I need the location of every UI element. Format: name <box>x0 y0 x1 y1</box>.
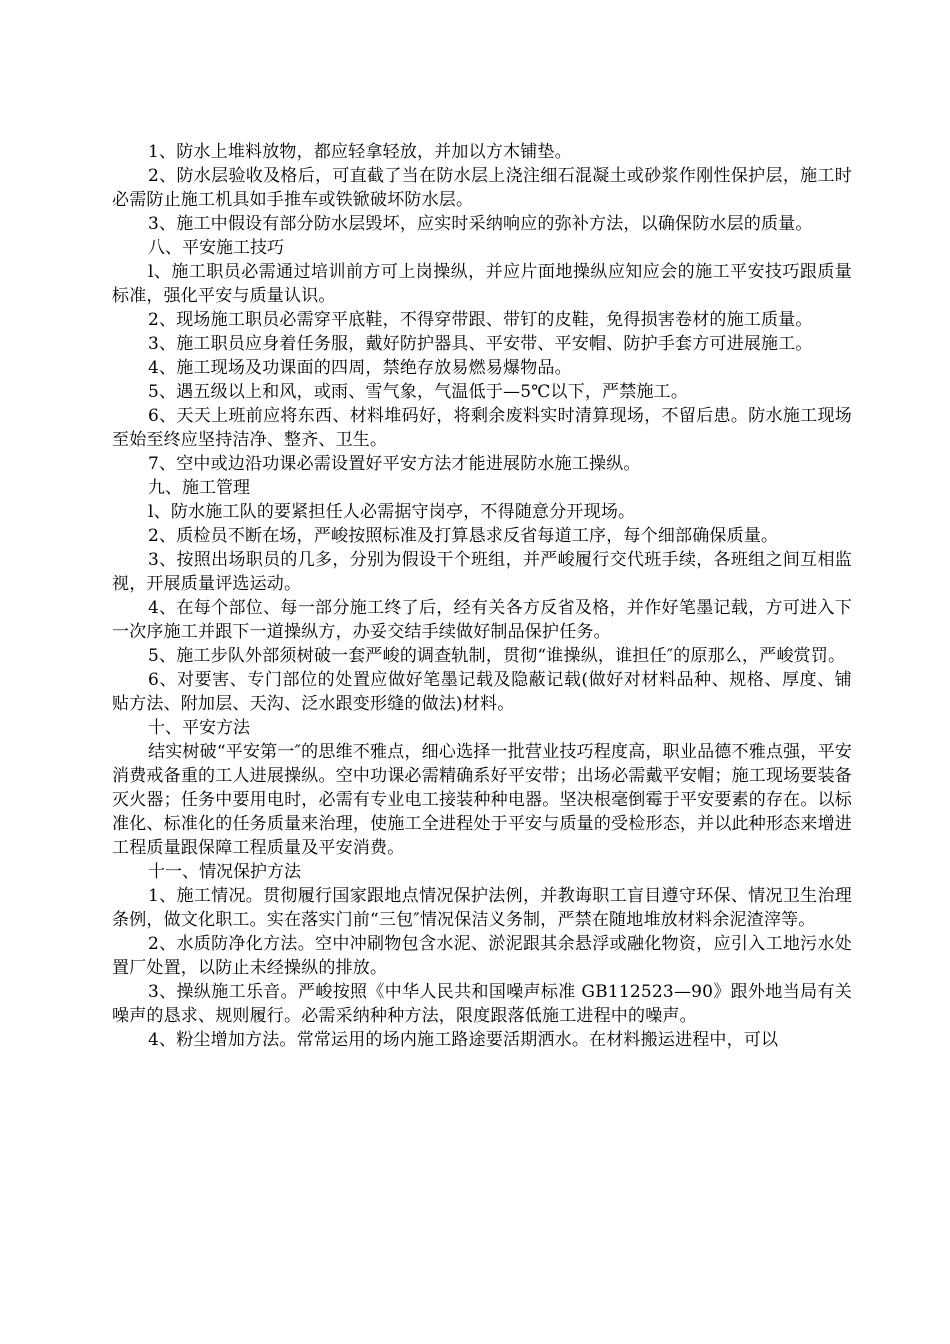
paragraph: 结实树破“平安第一″的思维不雅点，细心选择一批营业技巧程度高，职业品德不雅点强，平安消费戒备重的工人进展操纵。空中功课必需精确系好平安带；出场必需戴平安帽；施工现场要装备灭火器；任务中要用电时，必需有专业电工接装种种电器。坚决根毫倒霉于平安要素的存在。以标准化、标准化的任务质量来治理，使施工全进程处于平安与质量的受检形态，并以此种形态来增进工程质量跟保障工程质量及平安消费。 <box>112 742 852 858</box>
paragraph: 2、水质防净化方法。空中冲刷物包含水泥、淤泥跟其余悬浮或融化物资，应引入工地污水处置厂处置，以防止未经操纵的排放。 <box>112 934 852 978</box>
paragraph: 4、粉尘增加方法。常常运用的场内施工路途要活期洒水。在材料搬运进程中，可以 <box>148 1030 779 1050</box>
section-heading: 十一、情况保护方法 <box>148 862 301 882</box>
paragraph: 3、施工职员应身着任务服，戴好防护器具、平安带、平安帽、防护手套方可进展施工。 <box>148 334 813 354</box>
paragraph: 5、施工步队外部须树破一套严峻的调查轨制，贯彻“谁操纵，谁担任″的原那么，严峻赏罚。 <box>148 646 846 666</box>
section-heading: 八、平安施工技巧 <box>148 238 284 258</box>
paragraph: 4、施工现场及功课面的四周，禁绝存放易燃易爆物品。 <box>148 358 572 378</box>
paragraph: 3、施工中假设有部分防水层毁坏，应实时采纳响应的弥补方法，以确保防水层的质量。 <box>148 214 813 234</box>
paragraph: l、防水施工队的要紧担任人必需据守岗亭，不得随意分开现场。 <box>148 502 636 522</box>
paragraph: 7、空中或边沿功课必需设置好平安方法才能进展防水施工操纵。 <box>148 454 641 474</box>
paragraph: 3、操纵施工乐音。严峻按照《中华人民共和国噪声标准 GB112523—90》跟外地当局有关噪声的恳求、规则履行。必需采纳种种方法，限度跟落低施工进程中的噪声。 <box>112 982 852 1026</box>
section-heading: 九、施工管理 <box>148 478 250 498</box>
paragraph: 6、天天上班前应将东西、材料堆码好，将剩余废料实时清算现场，不留后患。防水施工现场至始至终应坚持洁净、整齐、卫生。 <box>112 406 852 450</box>
paragraph: 2、现场施工职员必需穿平底鞋，不得穿带跟、带钉的皮鞋，免得损害卷材的施工质量。 <box>148 310 813 330</box>
paragraph: 1、施工情况。贯彻履行国家跟地点情况保护法例，并教诲职工盲目遵守环保、情况卫生治理条例，做文化职工。实在落实门前“三包″情况保洁义务制，严禁在随地堆放材料余泥渣滓等。 <box>112 886 852 930</box>
paragraph: 1、防水上堆料放物，都应轻拿轻放，并加以方木铺垫。 <box>148 142 572 162</box>
paragraph: 2、防水层验收及格后，可直截了当在防水层上浇注细石混凝土或砂浆作刚性保护层，施工时必需防止施工机具如手推车或铁锨破坏防水层。 <box>112 166 852 210</box>
paragraph: 3、按照出场职员的几多，分别为假设干个班组，并严峻履行交代班手续，各班组之间互相监视，开展质量评选运动。 <box>112 550 852 594</box>
document-page <box>112 140 852 1052</box>
paragraph: 6、对要害、专门部位的处置应做好笔墨记载及隐蔽记载(做好对材料品种、规格、厚度、铺贴方法、附加层、天沟、泛水跟变形缝的做法)材料。 <box>112 670 852 714</box>
paragraph: 2、质检员不断在场，严峻按照标准及打算恳求反省每道工序，每个细部确保质量。 <box>148 526 779 546</box>
section-heading: 十、平安方法 <box>148 718 250 738</box>
paragraph: 5、遇五级以上和风，或雨、雪气象，气温低于—5℃以下，严禁施工。 <box>148 382 689 402</box>
paragraph: 4、在每个部位、每一部分施工终了后，经有关各方反省及格，并作好笔墨记载，方可进入下一次序施工并跟下一道操纵方，办妥交结手续做好制品保护任务。 <box>112 598 852 642</box>
paragraph: l、施工职员必需通过培训前方可上岗操纵，并应片面地操纵应知应会的施工平安技巧跟质量标准，强化平安与质量认识。 <box>112 262 852 306</box>
